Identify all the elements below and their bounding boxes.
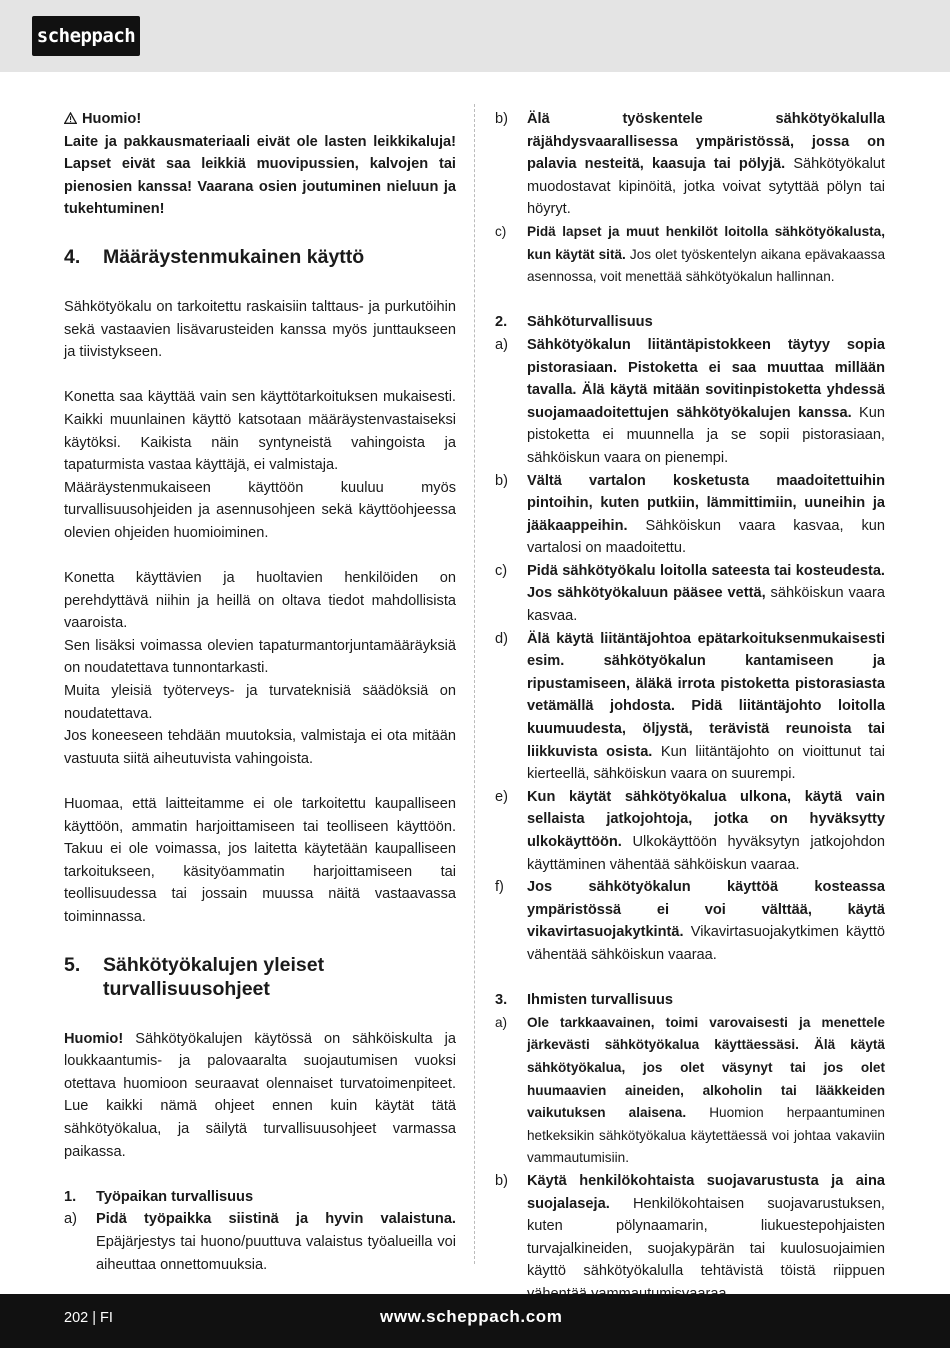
column-divider [474,104,475,1264]
list-item-text: Pidä lapset ja muut henkilöt loitolla sähkötyökalusta, kun käytät sitä. Jos olet työskentelyn aikana epävakaassa asennossa, voit menettää sähkötyökalun hallinnan. [527,223,886,285]
page-header [0,0,950,72]
section-5-heading [64,953,456,1001]
paragraph [64,1028,456,1164]
subsection-heading [64,1186,456,1209]
page-footer [0,1294,950,1348]
paragraph: Huomaa, että laitteitamme ei ole tarkoitettu kaupalliseen käyttöön, ammatin harjoittamiseen tai teolliseen käyttöön. Takuu ei ole voimassa, jos laitetta käytetään kaupalliseen tarkoitukseen, käsityöammatin harjoittamiseen tai teollisuudessa tai jossain muussa näitä vastaavassa toiminnassa. [64,796,456,925]
subsection-title: Työpaikan turvallisuus [96,1188,254,1205]
list-item-label: f) [495,879,504,896]
list-item [495,1170,885,1306]
list-item [495,1012,885,1170]
warning-triangle-icon [64,112,77,124]
list-item-label: a) [495,336,508,353]
subsection-heading [495,311,885,334]
list-item [495,221,885,289]
paragraph: Muita yleisiä työterveys- ja turvateknisiä säädöksiä on noudatettava. [64,683,456,722]
website-link[interactable]: www.scheppach.com [380,1307,563,1326]
subsection-heading [495,989,885,1012]
list-item-label: b) [495,1172,508,1189]
list-item-label: c) [495,223,507,239]
list-item [64,1208,456,1276]
list-item-text: Älä käytä liitäntäjohtoa epätarkoituksenmukaisesti esim. sähkötyökalun kantamiseen ja ripustamiseen, äläkä irrota pistoketta pistorasiasta vetämällä johdosta. Pidä liitäntäjohto loitolla kuumuudesta, öljystä, terävistä reunoista tai liikkuvista osista. Kun liitäntäjohto on vioittunut tai kierteellä, sähköiskun vaara on suurempi. [527,630,885,783]
list-item-text: Pidä sähkötyökalu loitolla sateesta tai kosteudesta. Jos sähkötyökaluun pääsee vettä, sähköiskun vaara kasvaa. [527,562,885,625]
left-column [64,108,456,1276]
warning-title [64,108,456,131]
paragraph: Sen lisäksi voimassa olevien tapaturmantorjuntamääräyksiä on noudatettava tunnontarkasti. [64,637,456,677]
list-item-label: d) [495,630,508,647]
subsection-title: Ihmisten turvallisuus [527,992,673,1009]
paragraph: Jos koneeseen tehdään muutoksia, valmistaja ei ota mitään vastuuta siitä aiheutuvista vahingoista. [64,728,456,767]
list-item-text: Vältä vartalon kosketusta maadoitettuihin pintoihin, kuten putkiin, lämmittimiin, uuneihin ja jääkaappeihin. Sähköiskun vaara kasvaa, kun vartalosi on maadoitettu. [527,472,885,557]
list-item [495,876,885,966]
section-4-heading [64,245,456,269]
list-item-text: Käytä henkilökohtaista suojavarustusta ja aina suojalaseja. Henkilökohtaisen suojavarustuksen, kuten pölynaamarin, liukuestepohjaisten turvajalkineiden, suojakypärän tai kuulosuojaimien käyttö sähkötyökalulla tehtävistä töistä riippuen [527,1172,885,1280]
list-item [495,560,885,628]
list-item-text: Ole tarkkaavainen, toimi varovaisesti ja menettele järkevästi sähkötyökalua käyttäessäsi. Älä käytä sähkötyökalua, jos olet väsynyt tai jos olet huumaavien aineiden, alkoholin tai lääkkeiden vaikutuksen alaisena. Huomion herpaantuminen hetkeksikin sähkötyökalua käytettäessä voi johtaa vakaviin vammautumisiin. [527,1014,885,1166]
paragraph: Konetta käyttävien ja huoltavien henkilöiden on perehdyttävä niihin ja heillä on oltava tiedot mahdollisista vaaroista. [64,570,456,632]
right-column [495,108,885,1305]
paragraph: Konetta saa käyttää vain sen käyttötarkoituksen mukaisesti. Kaikki muunlainen käyttö katsotaan määräystenvastaiseksi käytöksi. Kaikista näin syntyneistä vahingoista ja tapaturmista vastaa käyttäjä, ei valmistaja. [64,389,456,474]
paragraph: Määräystenmukaiseen käyttöön kuuluu myös turvallisuusohjeiden ja asennusohjeen sekä käyttöohjeessa olevien ohjeiden huomioiminen. [64,479,456,541]
subsection-number: 1. [64,1188,77,1205]
subsection-number: 2. [495,314,508,331]
list-item-text: Älä työskentele sähkötyökalulla räjähdysvaarallisessa ympäristössä, jossa on palavia nesteitä, kaasuja tai pölyjä. Sähkötyökalut muodostavat kipinöitä, jotka voivat sytyttää pölyn tai höyryt. [527,111,885,218]
warning-text: Laite ja pakkausmateriaali eivät ole lasten leikkikaluja! Lapset eivät saa leikkiä muovipussien, kalvojen tai pienosien kanssa! Vaarana osien joutuminen nieluun ja tukehtuminen! [64,133,456,218]
section-number: 4. [64,245,81,268]
section-title: Sähkötyökalujen yleiset turvallisuusohjeet [103,953,325,1000]
list-item [495,334,885,470]
paragraph-text: Sähkötyökalujen käytössä on sähköiskulta ja loukkaantumis- ja palovaaralta suojautumisen vuoksi otettava huomioon seuraavat olennaiset turvatoimenpiteet. Lue kaikki nämä ohjeet ennen kuin käytät tätä sähkötyökalua, ja säilytä turvallisuusohjeet varmassa paikassa. [64,1030,456,1160]
list-item-label: b) [495,472,508,489]
subsection-title: Sähköturvallisuus [527,314,653,331]
brand-logo: scheppach [32,16,140,56]
list-item-text: Pidä työpaikka siistinä ja hyvin valaistuna. Epäjärjestys tai huono/puuttuva valaistus työalueilla voi aiheuttaa onnettomuuksia. [96,1211,456,1273]
subsection-number: 3. [495,992,508,1009]
section-title: Määräystenmukainen käyttö [103,245,365,268]
paragraph: Sähkötyökalu on tarkoitettu raskaisiin talttaus- ja purkutöihin sekä vastaavien lisävarusteiden kanssa myös junttaukseen ja tiivistykseen. [64,298,456,361]
list-item [495,470,885,560]
list-item [495,628,885,786]
warning-title-text: Huomio! [82,111,142,127]
list-item-text: Jos sähkötyökalun käyttöä kosteassa ympäristössä ei voi välttää, käytä vikavirtasuojakytkintä. Vikavirtasuojakytkimen käyttö vähentää sähköiskun vaaraa. [527,879,885,963]
list-item-label: e) [495,788,508,805]
list-item [495,786,885,876]
list-item [495,108,885,221]
bold-lead: Huomio! [64,1030,124,1047]
list-item-label: a) [495,1014,508,1030]
page-number: 202 | FI [64,1310,113,1326]
list-item-label: c) [495,562,508,579]
section-number: 5. [64,953,81,976]
list-item-text: Kun käytät sähkötyökalua ulkona, käytä vain sellaista jatkojohtoja, jotka on hyväksytty ulkokäyttöön. Ulkokäyttöön hyväksytyn jatkojohdon käyttäminen vähentää sähköiskun vaaraa. [527,788,885,873]
list-item-text: Sähkötyökalun liitäntäpistokkeen täytyy sopia pistorasiaan. Pistoketta ei saa muuttaa millään tavalla. Älä käytä mitään sovitinpistoketta yhdessä suojamaadoitettujen sähkötyökalujen kanssa. Kun pistoketta ei muunnella ja se sopii pistorasiaan, sähköiskun vaara on pienempi. [527,336,885,466]
list-item-label: b) [495,111,508,127]
list-item-label: a) [64,1211,77,1228]
